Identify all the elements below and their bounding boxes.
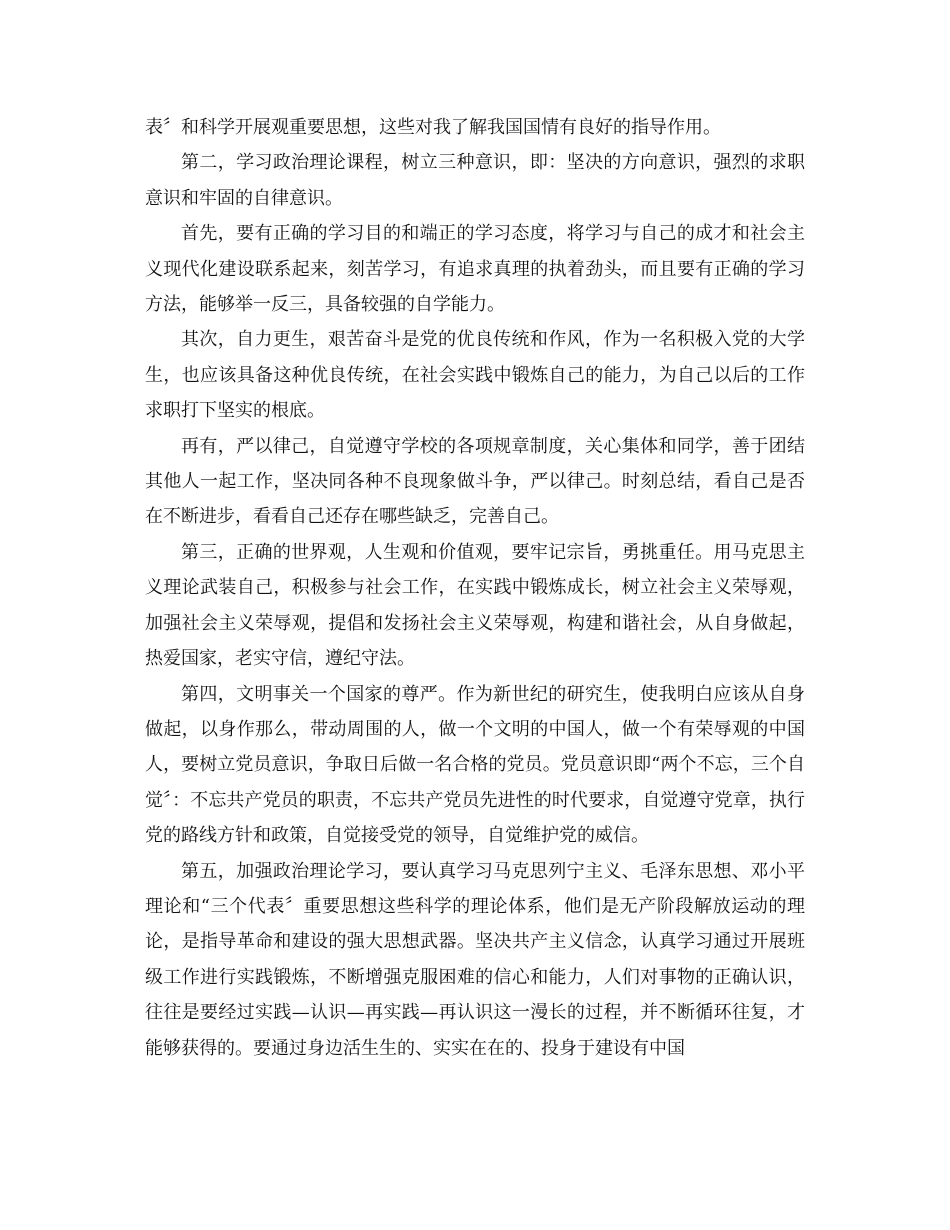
paragraph-third-point: 第三，正确的世界观，人生观和价值观，要牢记宗旨，勇挑重任。用马克思主义理论武装自己，积极参与社会工作，在实践中锻炼成长，树立社会主义荣辱观，加强社会主义荣辱观，提倡和发扬社会主义荣辱观，构建和谐社会，从自身做起，热爱国家，老实守信，遵纪守法。 xyxy=(145,541,805,670)
paragraph-furthermore: 再有，严以律己，自觉遵守学校的各项规章制度，关心集体和同学，善于团结其他人一起工作，坚决同各种不良现象做斗争，严以律己。时刻总结，看自己是否在不断进步，看看自己还存在哪些缺乏，完善自己。 xyxy=(145,435,805,528)
document-body xyxy=(145,110,805,1066)
paragraph-second-point: 第二，学习政治理论课程，树立三种意识，即：坚决的方向意识，强烈的求职意识和牢固的自律意识。 xyxy=(145,152,805,209)
paragraph-first-of-all: 首先，要有正确的学习目的和端正的学习态度，将学习与自己的成才和社会主义现代化建设联系起来，刻苦学习，有追求真理的执着劲头，而且要有正确的学习方法，能够举一反三，具备较强的自学能力。 xyxy=(145,223,805,316)
paragraph-fifth-point: 第五，加强政治理论学习，要认真学习马克思列宁主义、毛泽东思想、邓小平理论和“三个代表〞重要思想这些科学的理论体系，他们是无产阶段解放运动的理论，是指导革命和建设的强大思想武器。坚决共产主义信念，认真学习通过开展班级工作进行实践锻炼，不断增强克服困难的信心和能力，人们对事物的正确认识，往往是要经过实践—认识—再实践—再认识这一漫长的过程，并不断循环往复，才能够获得的。要通过身边活生生的、实实在在的、投身于建设有中国 xyxy=(145,860,805,1059)
paragraph-fourth-point: 第四，文明事关一个国家的尊严。作为新世纪的研究生，使我明白应该从自身做起，以身作那么，带动周围的人，做一个文明的中国人，做一个有荣辱观的中国人，要树立党员意识，争取日后做一名合格的党员。党员意识即“两个不忘，三个自觉〞：不忘共产党员的职责，不忘共产党员先进性的时代要求，自觉遵守党章，执行党的路线方针和政策，自觉接受党的领导，自觉维护党的威信。 xyxy=(145,683,805,847)
paragraph-secondly: 其次，自力更生，艰苦奋斗是党的优良传统和作风，作为一名积极入党的大学生，也应该具备这种优良传统，在社会实践中锻炼自己的能力，为自己以后的工作求职打下坚实的根底。 xyxy=(145,329,805,422)
paragraph-continuation: 表〞和科学开展观重要思想，这些对我了解我国国情有良好的指导作用。 xyxy=(145,117,721,138)
